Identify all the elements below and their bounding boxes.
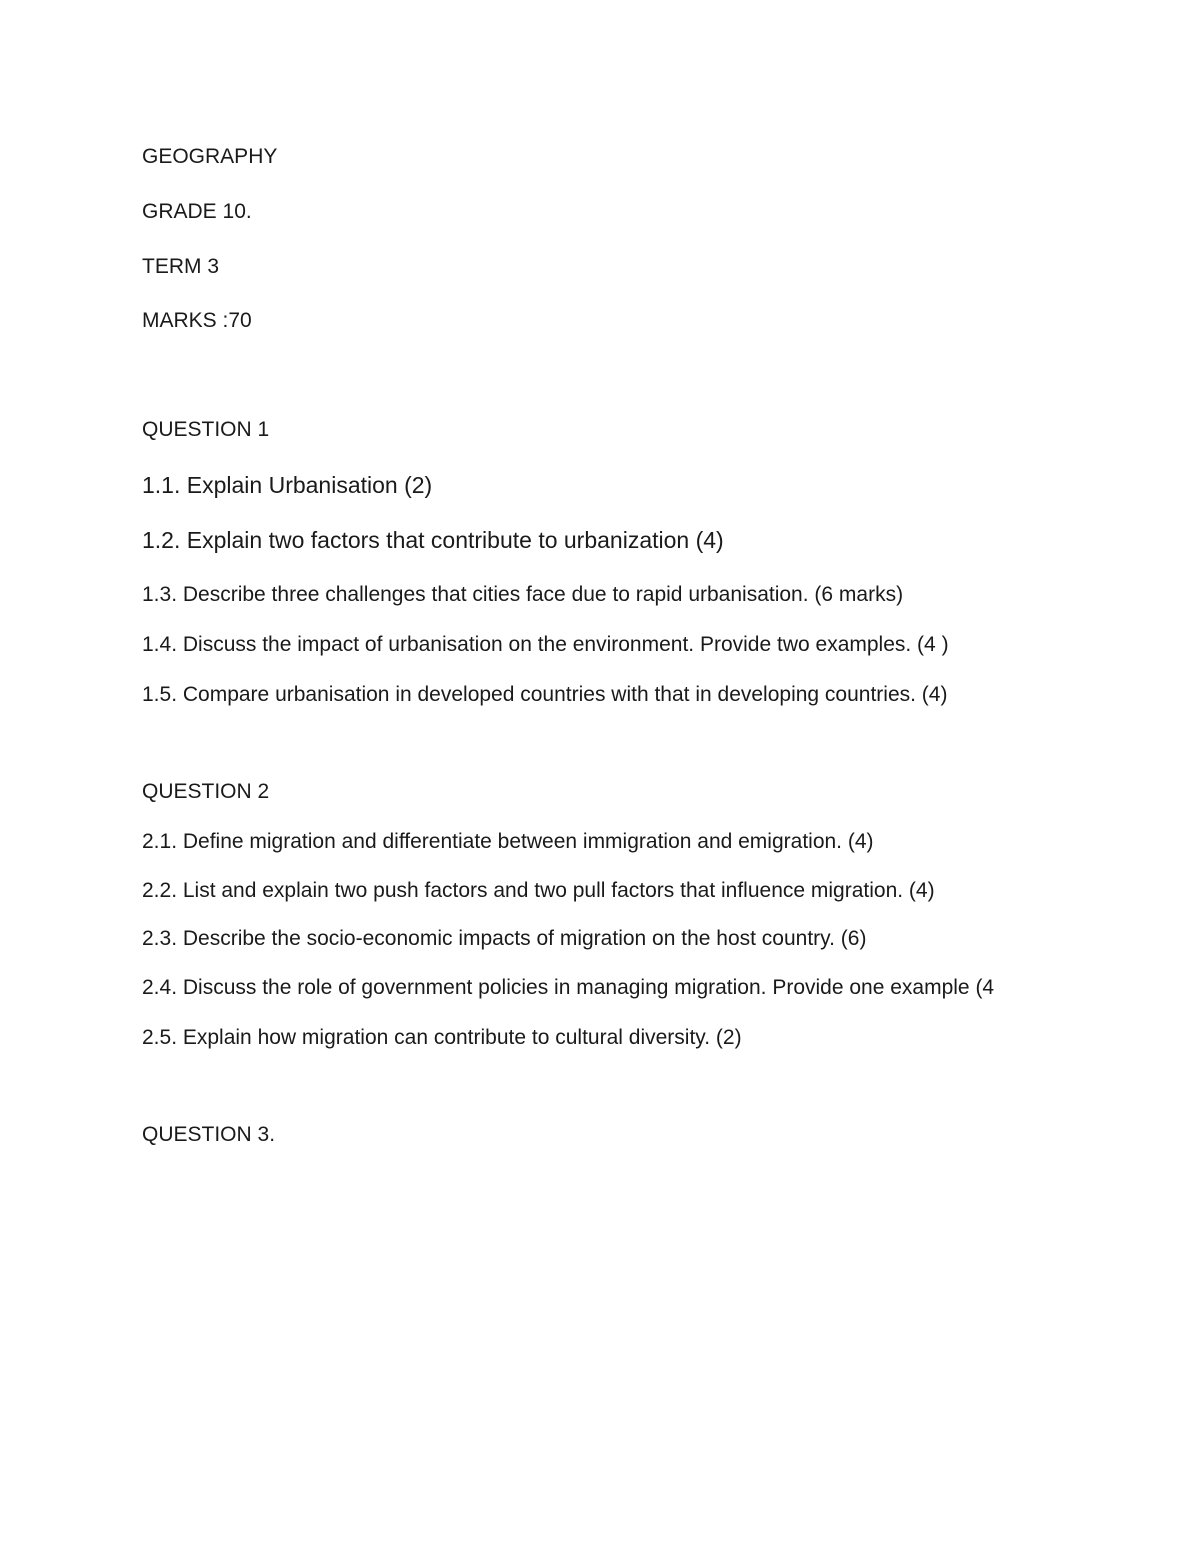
question-1-1: 1.1. Explain Urbanisation (2) bbox=[142, 472, 433, 498]
grade-label: GRADE 10. bbox=[142, 200, 252, 223]
term-label: TERM 3 bbox=[142, 255, 220, 278]
question-2-1: 2.1. Define migration and differentiate between immigration and emigration. (4) bbox=[142, 830, 874, 853]
question-1-4: 1.4. Discuss the impact of urbanisation on the environment. Provide two examples. (4 ) bbox=[142, 633, 949, 656]
question-1-3: 1.3. Describe three challenges that cities face due to rapid urbanisation. (6 marks) bbox=[142, 583, 904, 606]
question-1-2: 1.2. Explain two factors that contribute to urbanization (4) bbox=[142, 527, 724, 553]
question-2-heading: QUESTION 2 bbox=[142, 780, 270, 803]
subject-title: GEOGRAPHY bbox=[142, 145, 278, 168]
question-2-4: 2.4. Discuss the role of government policies in managing migration. Provide one example (4 bbox=[142, 976, 995, 999]
question-2-2: 2.2. List and explain two push factors and two pull factors that influence migration. (4) bbox=[142, 879, 935, 902]
question-2-3: 2.3. Describe the socio-economic impacts of migration on the host country. (6) bbox=[142, 927, 867, 950]
question-2-5: 2.5. Explain how migration can contribute to cultural diversity. (2) bbox=[142, 1026, 742, 1049]
marks-label: MARKS :70 bbox=[142, 309, 252, 332]
question-3-heading: QUESTION 3. bbox=[142, 1123, 276, 1146]
question-1-heading: QUESTION 1 bbox=[142, 418, 270, 441]
question-1-5: 1.5. Compare urbanisation in developed countries with that in developing countries. (4) bbox=[142, 683, 948, 706]
